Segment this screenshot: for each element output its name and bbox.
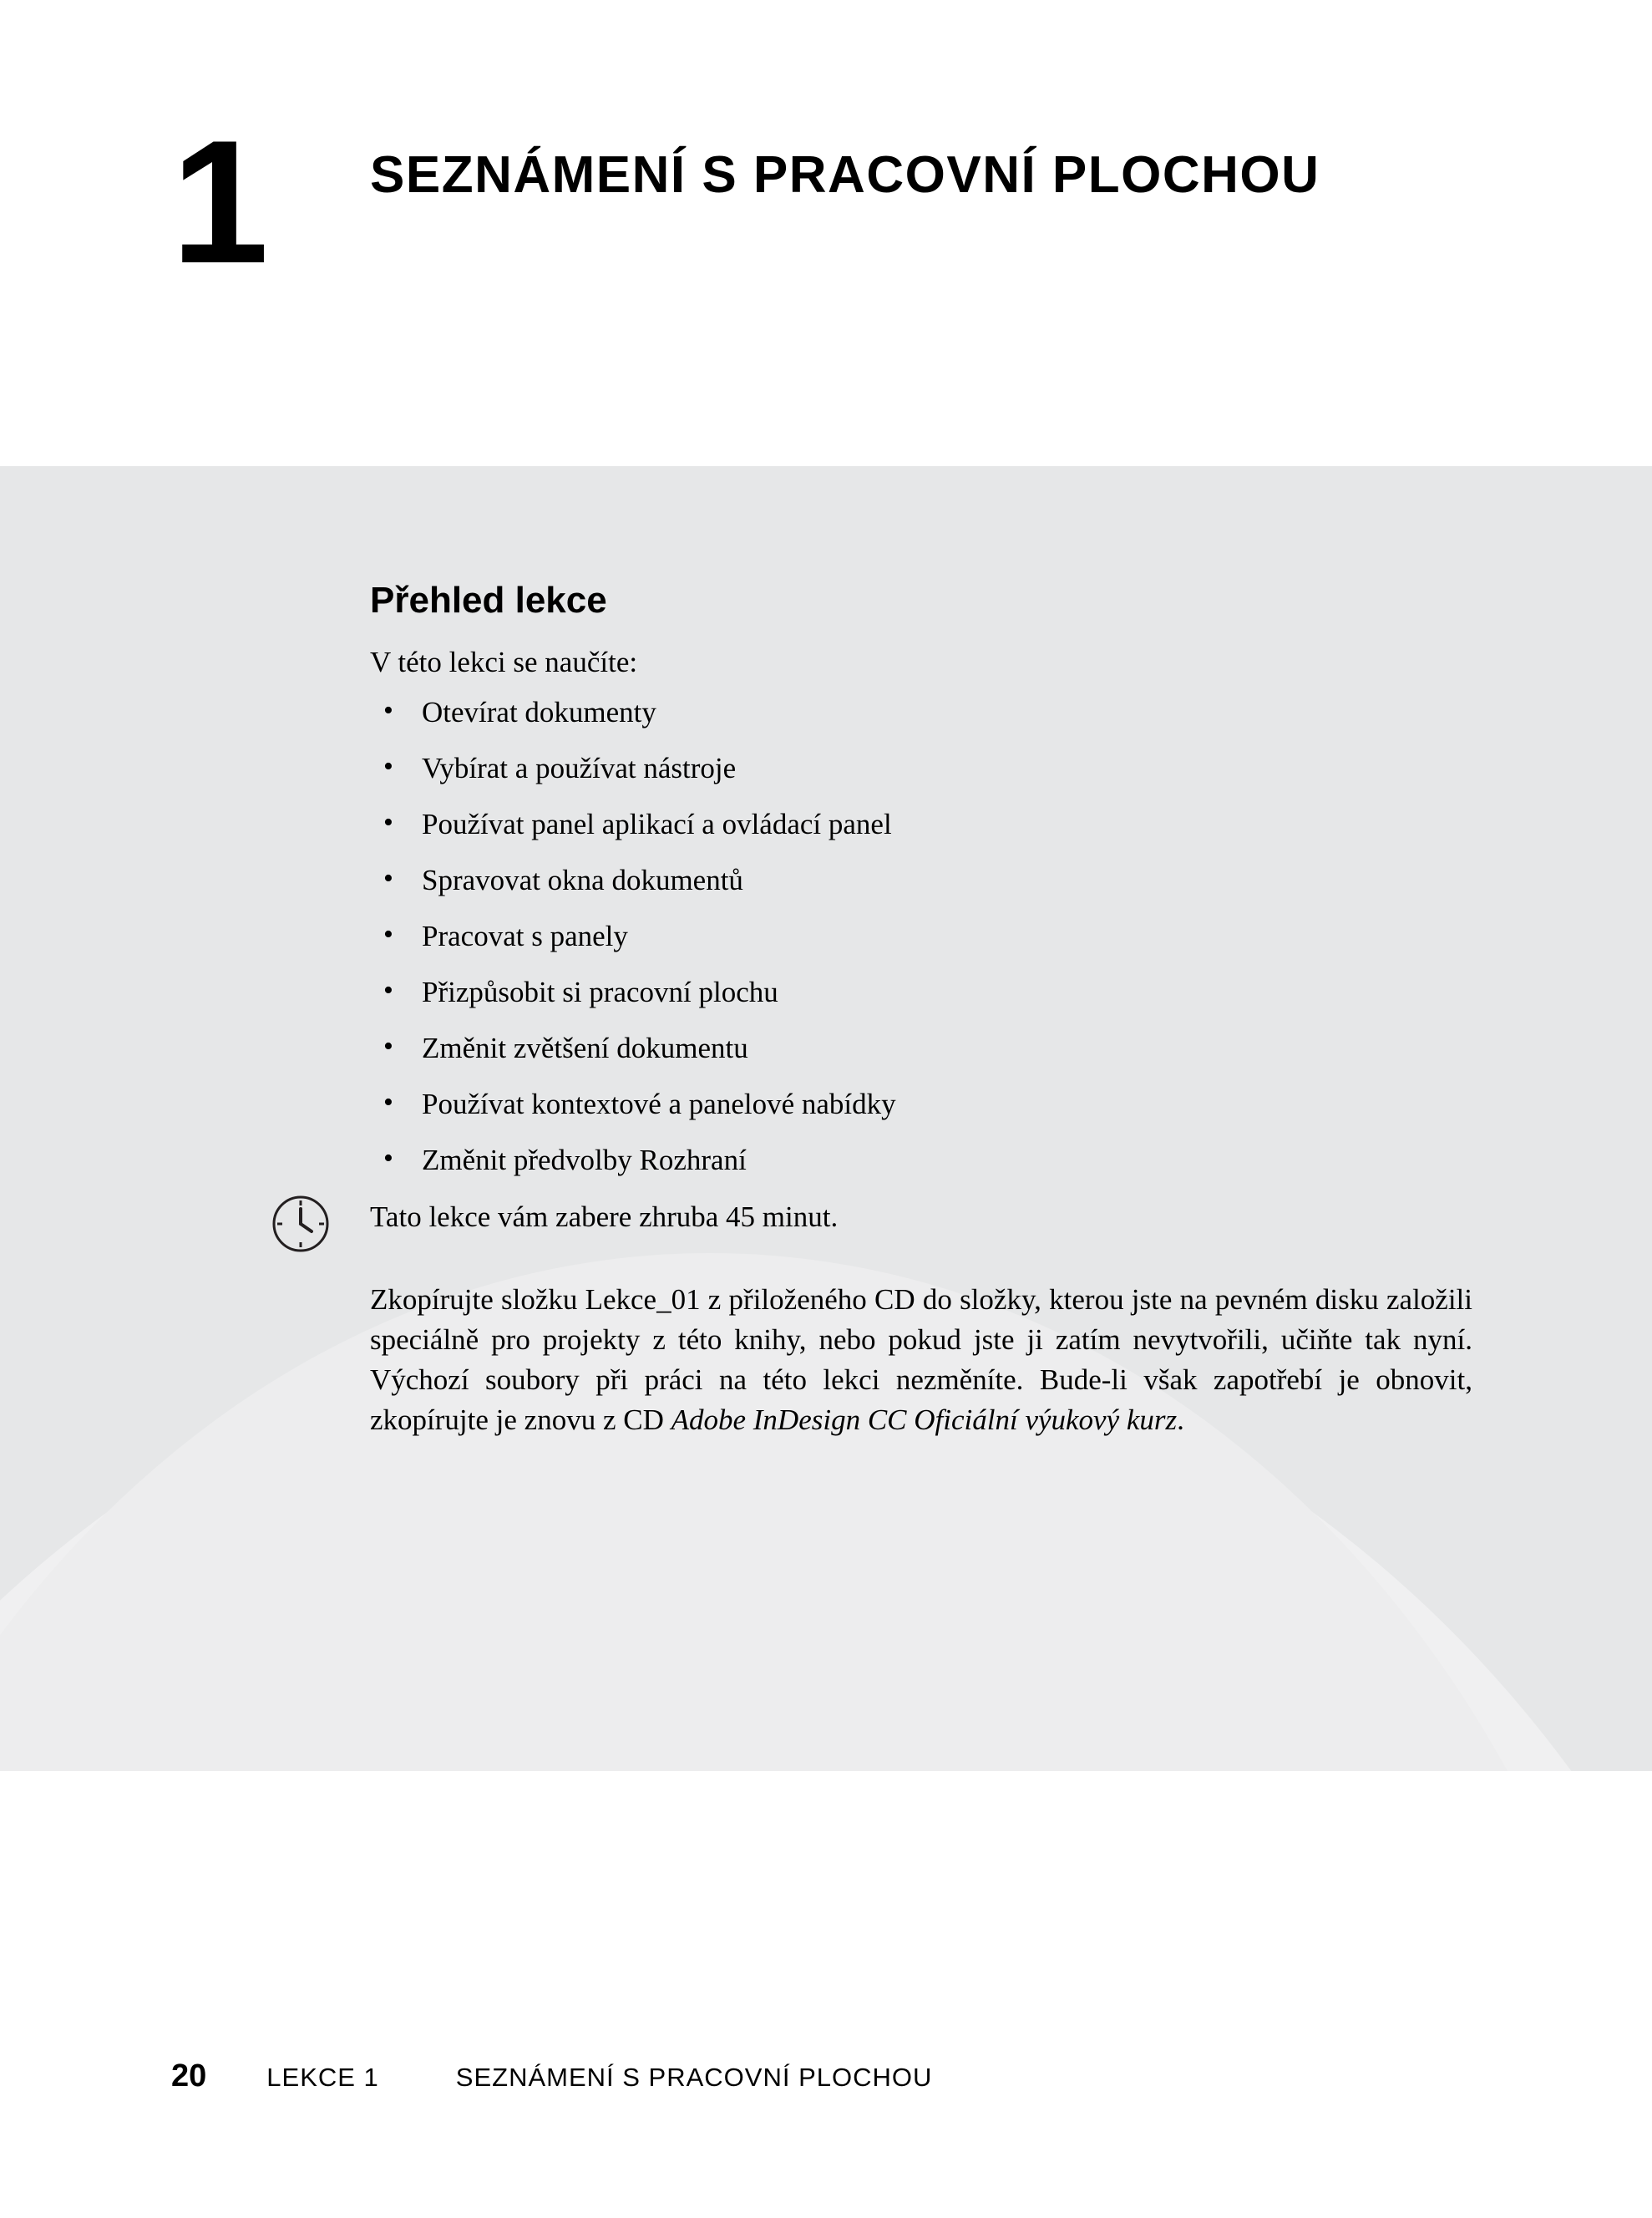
list-item: • Otevírat dokumenty <box>370 694 1472 731</box>
footer-page-number: 20 <box>171 2058 207 2094</box>
paragraph-text-part1: Zkopírujte složku Lekce_01 z přiloženého CD do složky, kterou jste na pevném disku založili speciálně pro projekty z této knihy, nebo pokud jste ji zatím nevytvořili, učiňte tak nyní. Výchozí soubory při práci na této lekci nezměníte. Bude-li však zapotřebí je obnovit, zkopírujte je znovu z CD <box>370 1283 1472 1436</box>
list-item: • Přizpůsobit si pracovní plochu <box>370 974 1472 1011</box>
overview-lead: V této lekci se naučíte: <box>370 646 638 678</box>
book-title-italic: Adobe InDesign CC Oficiální výukový kurz <box>671 1403 1178 1436</box>
time-estimate-row <box>370 1198 1472 1256</box>
list-item: • Pracovat s panely <box>370 918 1472 955</box>
footer-lesson-label: LEKCE 1 <box>266 2063 379 2092</box>
lesson-overview-content <box>370 579 1472 1440</box>
list-item: • Používat kontextové a panelové nabídky <box>370 1086 1472 1123</box>
lesson-files-paragraph <box>370 1280 1472 1440</box>
page-footer <box>171 2058 932 2094</box>
list-item: • Změnit předvolby Rozhraní <box>370 1142 1472 1179</box>
clock-icon <box>270 1193 332 1255</box>
chapter-title: SEZNÁMENÍ S PRACOVNÍ PLOCHOU <box>370 146 1320 204</box>
list-item: • Spravovat okna dokumentů <box>370 862 1472 899</box>
paragraph-text-part2: . <box>1177 1403 1184 1436</box>
footer-lesson-title: SEZNÁMENÍ S PRACOVNÍ PLOCHOU <box>455 2063 933 2092</box>
list-item: • Vybírat a používat nástroje <box>370 750 1472 787</box>
time-estimate-text: Tato lekce vám zabere zhruba 45 minut. <box>370 1200 839 1233</box>
overview-heading: Přehled lekce <box>370 580 607 621</box>
chapter-header <box>0 104 1652 359</box>
chapter-number: 1 <box>171 104 266 300</box>
lesson-overview-band <box>0 466 1652 1771</box>
objectives-list <box>370 694 1472 1179</box>
list-item: • Změnit zvětšení dokumentu <box>370 1030 1472 1067</box>
list-item: • Používat panel aplikací a ovládací panel <box>370 806 1472 843</box>
